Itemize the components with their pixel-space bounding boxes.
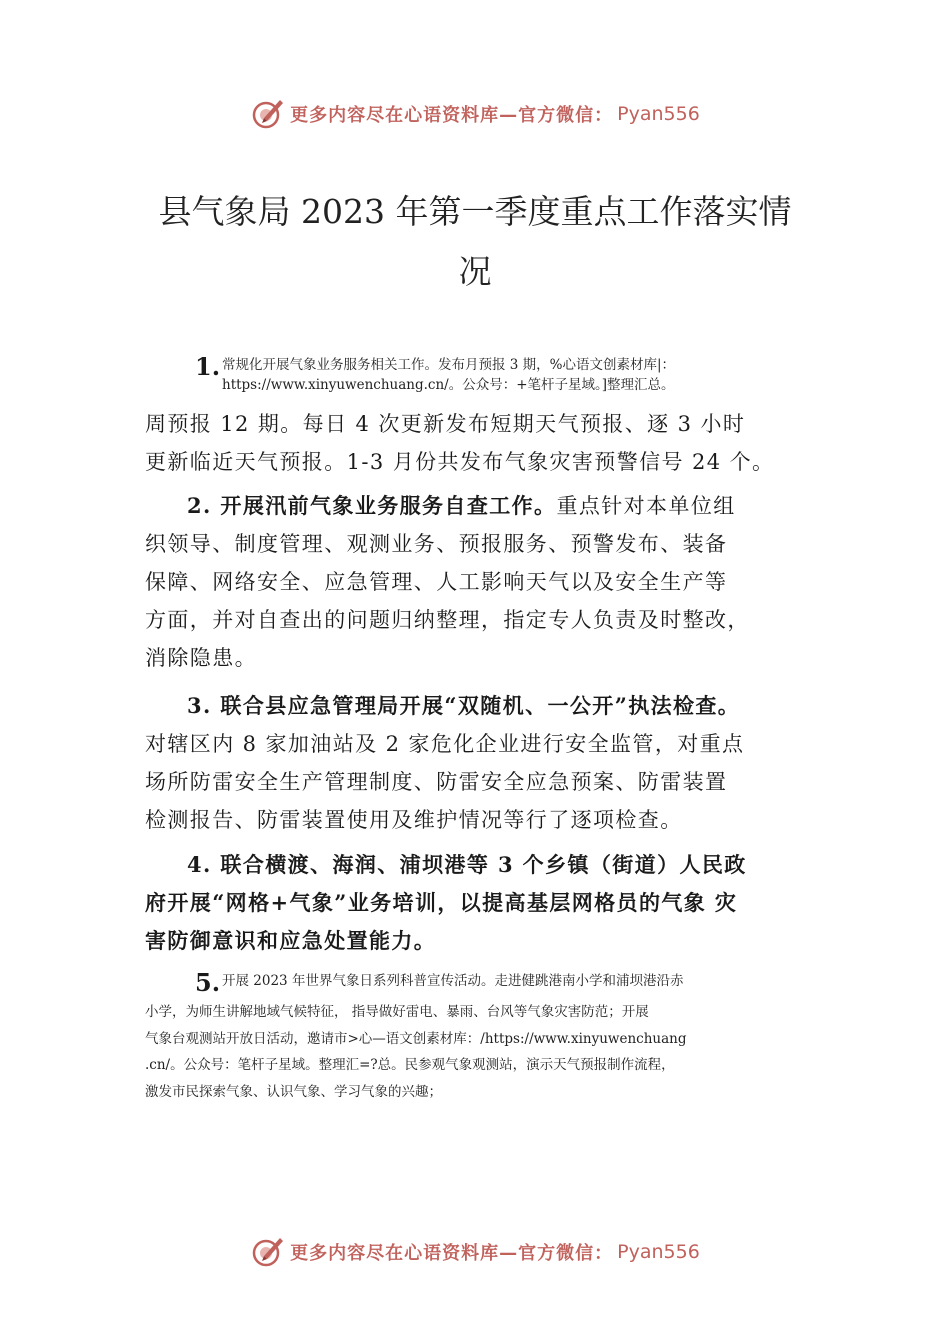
item1-line-4: 更新临近天气预报。1-3 月份共发布气象灾害预警信号 24 个。 bbox=[145, 450, 775, 474]
item3-lead: 3. 联合县应急管理局开展“双随机、一公开”执法检查。 bbox=[187, 693, 741, 718]
item1-small-line-1: 常规化开展气象业务服务相关工作。发布月预报 3 期，%心语文创素材库|： bbox=[222, 357, 676, 373]
banner-text: 更多内容尽在心语资料库—官方微信： bbox=[290, 105, 614, 126]
item2-line: 消除隐患。 bbox=[145, 646, 257, 670]
header-banner bbox=[0, 94, 950, 134]
item2-line: 织领导、制度管理、观测业务、预报服务、预警发布、装备 bbox=[145, 532, 728, 556]
pen-logo-icon bbox=[250, 1234, 286, 1270]
item2-paragraph bbox=[145, 487, 815, 677]
item3-paragraph bbox=[145, 687, 815, 839]
item2-line: 保障、网络安全、应急管理、人工影响天气以及安全生产等 bbox=[145, 570, 728, 594]
document-title bbox=[100, 182, 850, 302]
item2-first-line bbox=[145, 487, 815, 525]
banner-wechat-id: Pyan556 bbox=[617, 1241, 700, 1263]
item1-body bbox=[145, 405, 815, 481]
item5-number: 5. bbox=[195, 968, 221, 997]
item5-line: .cn/。公众号：笔杆子星域。整理汇=?总。民参观气象观测站，演示天气预报制作流程， bbox=[145, 1057, 675, 1073]
title-line-2: 况 bbox=[458, 252, 492, 291]
item5-line: 气象台观测站开放日活动，邀请市>心—语文创素材库：/https://www.xinyuwenchuang bbox=[145, 1030, 687, 1047]
item5-body bbox=[145, 999, 835, 1105]
item3-line: 对辖区内 8 家加油站及 2 家危化企业进行安全监管，对重点 bbox=[145, 732, 745, 756]
item1-number: 1. bbox=[195, 352, 221, 381]
item4-line: 4. 联合横渡、海润、浦坝港等 3 个乡镇（街道）人民政 bbox=[187, 852, 747, 877]
title-line-1: 县气象局 2023 年第一季度重点工作落实情 bbox=[158, 192, 792, 231]
banner-wechat-id: Pyan556 bbox=[617, 103, 700, 125]
item2-lead: 2. 开展汛前气象业务服务自查工作。 bbox=[187, 493, 557, 518]
item1-small-line-2: https://www.xinyuwenchuang.cn/。公众号：+笔杆子星域。]整理汇总。 bbox=[222, 377, 675, 393]
item2-line: 方面，并对自查出的问题归纳整理，指定专人负责及时整改， bbox=[145, 608, 750, 632]
item4-paragraph bbox=[145, 846, 815, 960]
footer-banner bbox=[0, 1232, 950, 1272]
item4-line: 害防御意识和应急处置能力。 bbox=[145, 928, 437, 953]
item4-line: 府开展“网格+气象”业务培训，以提高基层网格员的气象 灾 bbox=[145, 890, 738, 915]
banner-text: 更多内容尽在心语资料库—官方微信： bbox=[290, 1243, 614, 1264]
item5-line: 小学，为师生讲解地域气候特征， 指导做好雷电、暴雨、台风等气象灾害防范；开展 bbox=[145, 1004, 649, 1020]
item1-line-3: 周预报 12 期。每日 4 次更新发布短期天气预报、逐 3 小时 bbox=[145, 412, 746, 436]
item5-line: 激发市民探索气象、认识气象、学习气象的兴趣； bbox=[145, 1083, 442, 1100]
item5-first-line: 开展 2023 年世界气象日系列科普宣传活动。走进健跳港南小学和浦坝港沿赤 bbox=[222, 973, 684, 989]
item3-line: 检测报告、防雷装置使用及维护情况等行了逐项检查。 bbox=[145, 808, 683, 832]
item3-line: 场所防雷安全生产管理制度、防雷安全应急预案、防雷装置 bbox=[145, 770, 728, 794]
pen-logo-icon bbox=[250, 96, 286, 132]
item2-text-first: 重点针对本单位组 bbox=[556, 494, 736, 518]
